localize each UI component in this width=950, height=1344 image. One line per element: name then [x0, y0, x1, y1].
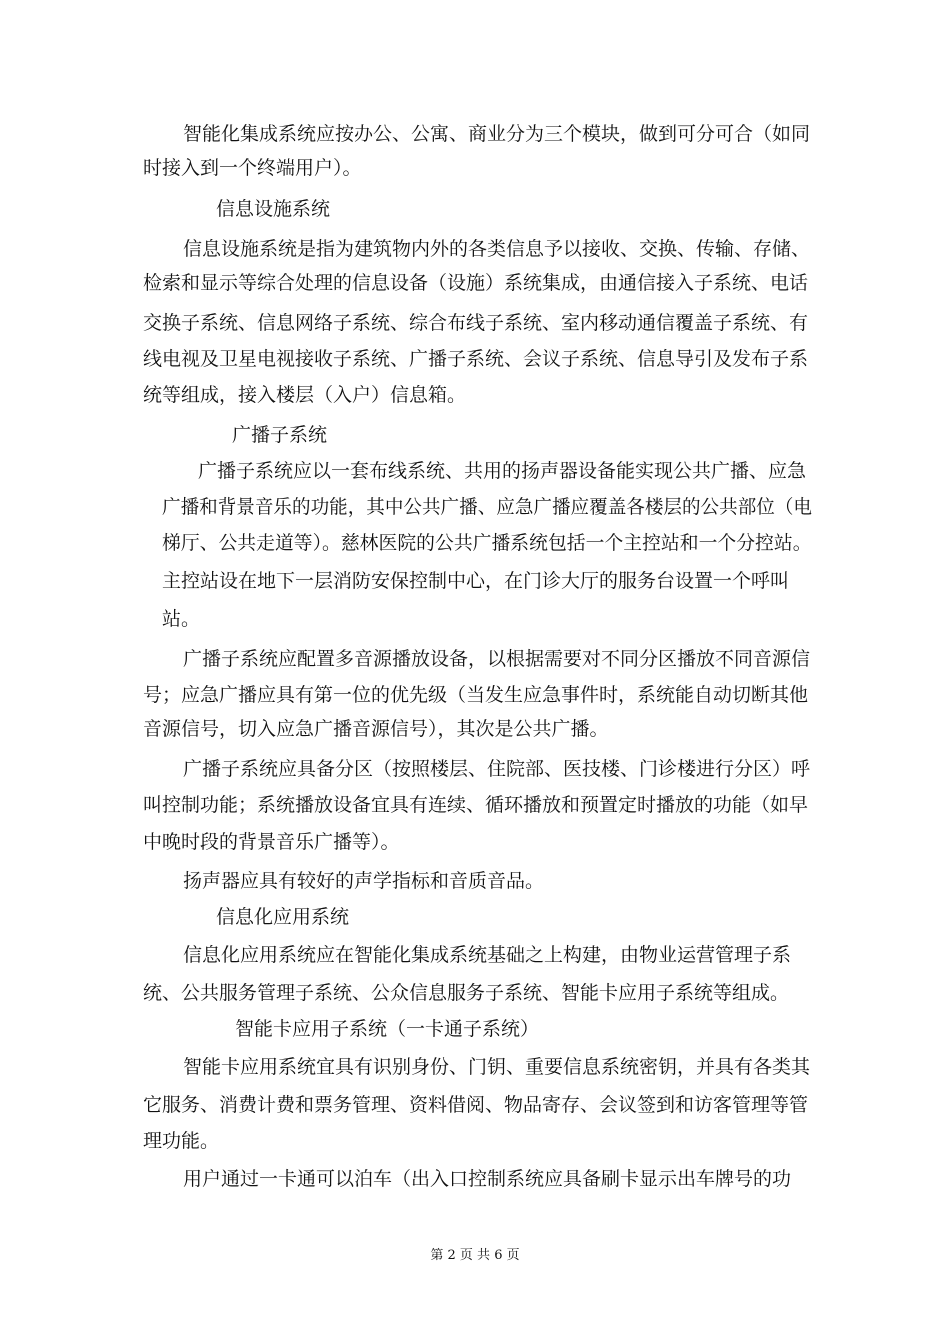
paragraph-line: 信息化应用系统应在智能化集成系统基础之上构建，由物业运营管理子系 [183, 944, 792, 966]
paragraph-line: 智能卡应用系统宜具有识别身份、门钥、重要信息系统密钥，并具有各类其 [183, 1056, 811, 1078]
paragraph-line: 梯厅、公共走道等）。慈林医院的公共广播系统包括一个主控站和一个分控站。 [162, 532, 812, 554]
paragraph-line: 理功能。 [143, 1130, 220, 1152]
paragraph-line: 音源信号，切入应急广播音源信号），其次是公共广播。 [143, 718, 609, 740]
paragraph-line: 交换子系统、信息网络子系统、综合布线子系统、室内移动通信覆盖子系统、有 [143, 312, 809, 334]
paragraph-line: 用户通过一卡通可以泊车（出入口控制系统应具备刷卡显示出车牌号的功 [183, 1168, 792, 1190]
paragraph-line: 它服务、消费计费和票务管理、资料借阅、物品寄存、会议签到和访客管理等管 [143, 1094, 809, 1116]
paragraph-line: 线电视及卫星电视接收子系统、广播子系统、会议子系统、信息导引及发布子系 [143, 348, 809, 370]
paragraph-line: 扬声器应具有较好的声学指标和音质音品。 [183, 870, 545, 892]
paragraph-line: 广播和背景音乐的功能，其中公共广播、应急广播应覆盖各楼层的公共部位（电 [162, 496, 812, 518]
paragraph-line: 统、公共服务管理子系统、公众信息服务子系统、智能卡应用子系统等组成。 [143, 982, 790, 1004]
section-heading: 智能卡应用子系统（一卡通子系统） [235, 1018, 540, 1040]
paragraph-line: 广播子系统应配置多音源播放设备，以根据需要对不同分区播放不同音源信 [183, 648, 811, 670]
section-heading: 广播子系统 [232, 424, 328, 446]
paragraph-line: 广播子系统应具备分区（按照楼层、住院部、医技楼、门诊楼进行分区）呼 [183, 758, 811, 780]
paragraph-line: 智能化集成系统应按办公、公寓、商业分为三个模块，做到可分可合（如同 [183, 123, 811, 145]
paragraph-line: 号；应急广播应具有第一位的优先级（当发生应急事件时，系统能自动切断其他 [143, 684, 809, 706]
section-heading: 信息设施系统 [216, 198, 331, 220]
paragraph-line: 站。 [162, 608, 201, 630]
paragraph-line: 中晚时段的背景音乐广播等）。 [143, 831, 400, 853]
paragraph-line: 广播子系统应以一套布线系统、共用的扬声器设备能实现公共广播、应急 [198, 460, 807, 482]
paragraph-line: 时接入到一个终端用户）。 [143, 157, 362, 179]
paragraph-line: 主控站设在地下一层消防安保控制中心，在门诊大厅的服务台设置一个呼叫 [162, 570, 790, 592]
paragraph-line: 信息设施系统是指为建筑物内外的各类信息予以接收、交换、传输、存储、 [183, 238, 811, 260]
section-heading: 信息化应用系统 [216, 906, 350, 928]
paragraph-line: 叫控制功能；系统播放设备宜具有连续、循环播放和预置定时播放的功能（如早 [143, 794, 809, 816]
paragraph-line: 检索和显示等综合处理的信息设备（设施）系统集成，由通信接入子系统、电话 [143, 272, 809, 294]
page-number-footer: 第 2 页 共 6 页 [430, 1248, 520, 1263]
paragraph-line: 统等组成，接入楼层（入户）信息箱。 [143, 384, 467, 406]
